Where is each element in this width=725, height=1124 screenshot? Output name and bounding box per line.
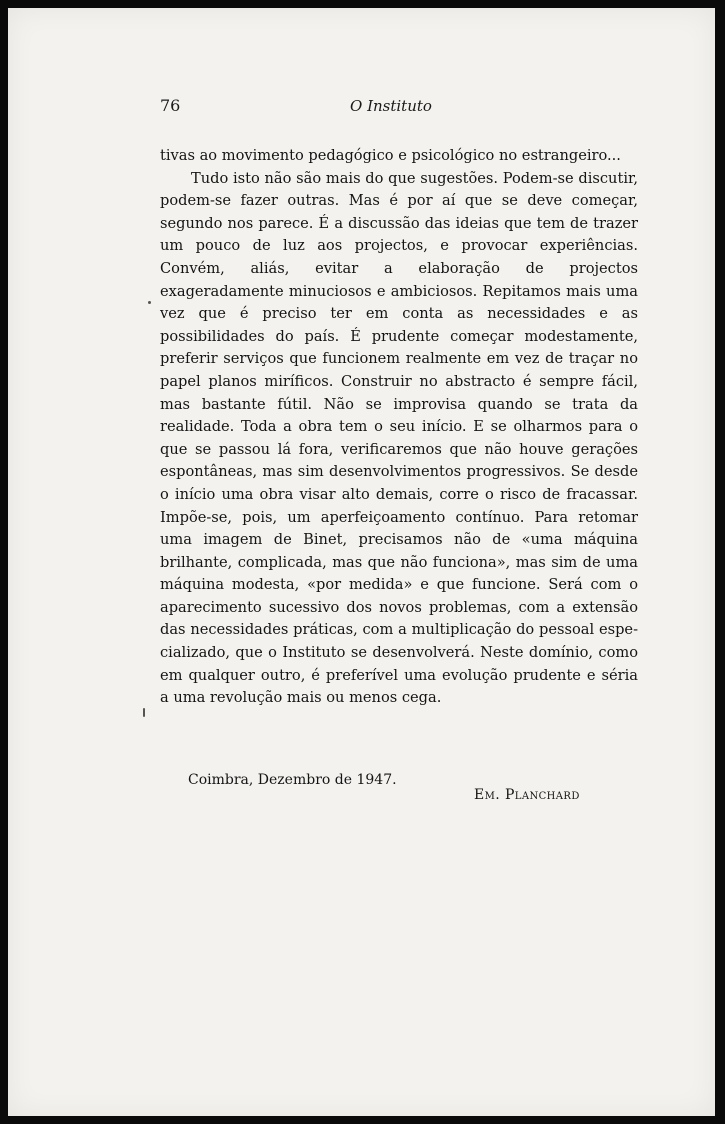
running-title: O Instituto — [350, 97, 432, 115]
scan-speck — [148, 301, 151, 304]
body-text — [160, 145, 638, 710]
book-page — [8, 8, 715, 1116]
paragraph-main: Tudo isto não são mais do que sugestões. Podem-se discutir, podem-se fazer outras. Mas é por aí que se deve começar, segundo nos parece. É a discussão das ideias que tem de trazer um pouco de luz aos projectos, e provocar experiências. Convém, aliás, evitar a elaboração de projectos exageradamente minuciosos e ambiciosos. Repitamos mais uma vez que é preciso ter em conta as necessidades e as possibilidades do país. É prudente começar modestamente, preferir serviços que funcionem realmente em vez de traçar no papel planos miríficos. Construir no abstracto é sempre fácil, mas bastante fútil. Não se improvisa quando se trata da realidade. Toda a obra tem o seu início. E se olharmos para o que se passou lá fora, verificaremos que não houve gerações espontâneas, mas sim desenvolvimentos progressivos. Se desde o início uma obra visar alto demais, corre o risco de fracassar. Impõe-se, pois, um aperfeiçoamento contínuo. Para retomar uma imagem de Binet, precisamos não de «uma máquina brilhante, complicada, mas que não funciona», mas sim de uma máquina modesta, «por medida» e que funcione. Será com o aparecimento sucessivo dos novos problemas, com a extensão das necessidades práticas, com a multiplicação do pessoal especializado, que o Instituto se desenvolverá. Neste domínio, como em qualquer outro, é preferível uma evolução prudente e séria a uma revolução mais ou menos cega. — [160, 169, 638, 707]
author-signature: Em. Planchard — [474, 787, 580, 803]
scan-speck — [143, 708, 145, 717]
page-number: 76 — [160, 96, 181, 115]
paragraph-continuation: tivas ao movimento pedagógico e psicológico no estrangeiro... — [160, 147, 621, 164]
page-header — [160, 96, 640, 120]
dateline: Coimbra, Dezembro de 1947. — [188, 772, 397, 788]
